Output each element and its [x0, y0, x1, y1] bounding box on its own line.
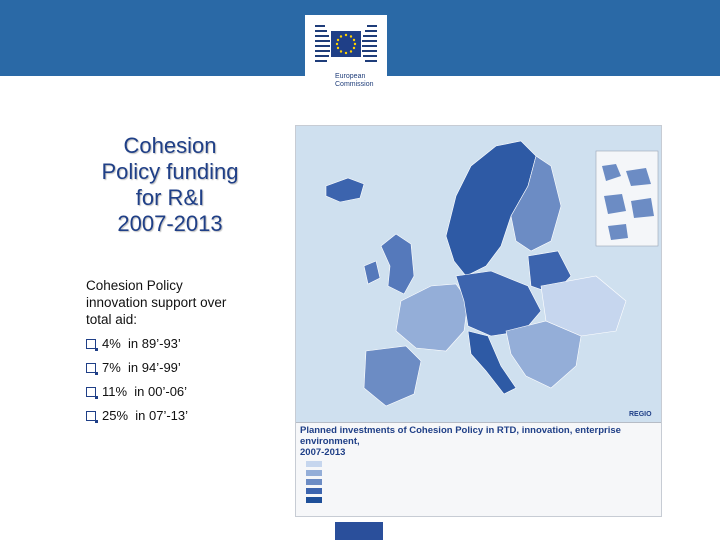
legend-swatch-1	[306, 461, 326, 467]
title-line-3: for R&I	[135, 185, 205, 210]
logo-text	[335, 73, 374, 89]
logo-line-2: Commission	[335, 81, 374, 88]
bullet-period: in 89’-93’	[128, 336, 181, 351]
intro-text	[86, 277, 276, 328]
european-commission-logo	[305, 15, 387, 100]
europe-map	[296, 126, 661, 422]
bullet-item	[86, 384, 188, 408]
regio-label: REGIO	[629, 411, 652, 418]
bullet-item	[86, 360, 188, 384]
bullet-period: in 00’-06’	[134, 384, 188, 399]
title-line-1: Cohesion	[123, 133, 217, 158]
checkbox-bullet-icon	[86, 411, 96, 421]
europe-map-figure	[295, 125, 662, 517]
legend-swatch-4	[306, 488, 326, 494]
bullet-item	[86, 408, 188, 432]
bullet-pct: 7%	[102, 360, 121, 375]
bullet-period: in 07’-13’	[135, 408, 189, 423]
legend-title-line-2: 2007-2013	[300, 447, 346, 458]
legend-swatch-2	[306, 470, 326, 476]
legend-title-line-1: Planned investments of Cohesion Policy in RTD, innovation, enterprise environment,	[300, 425, 621, 447]
title-line-4: 2007-2013	[117, 211, 223, 236]
bullet-pct: 25%	[102, 408, 129, 423]
bullet-pct: 4%	[102, 336, 121, 351]
footer-accent-bar	[335, 522, 383, 540]
legend-title	[300, 425, 655, 458]
legend-swatch-3	[306, 479, 326, 485]
intro-line-1: Cohesion Policy	[86, 278, 183, 293]
checkbox-bullet-icon	[86, 363, 96, 373]
legend-swatch-5	[306, 497, 326, 503]
commission-building-icon	[313, 19, 379, 71]
logo-line-1: European	[335, 73, 366, 80]
checkbox-bullet-icon	[86, 339, 96, 349]
bullet-item	[86, 336, 188, 360]
intro-line-2: innovation support over	[86, 295, 227, 310]
slide-title	[70, 133, 270, 237]
intro-line-3: total aid:	[86, 312, 138, 327]
checkbox-bullet-icon	[86, 387, 96, 397]
bullet-pct: 11%	[102, 384, 128, 399]
bullet-list	[86, 336, 188, 432]
map-legend	[296, 422, 661, 517]
bullet-period: in 94’-99’	[128, 360, 181, 375]
title-line-2: Policy funding	[101, 159, 239, 184]
